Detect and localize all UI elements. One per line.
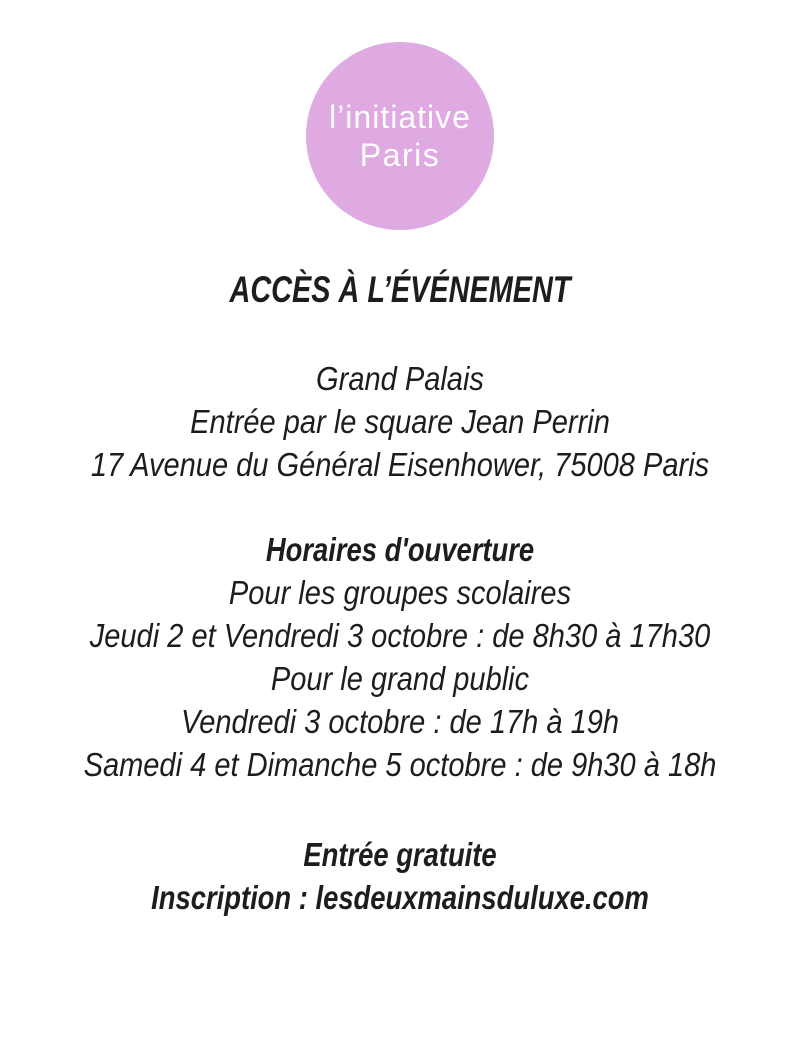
logo-circle bbox=[306, 42, 494, 230]
page-title: ACCÈS À L’ÉVÉNEMENT bbox=[229, 269, 571, 310]
logo-wordmark-initiative: l’initiative bbox=[329, 99, 471, 135]
event-flyer bbox=[0, 42, 800, 1042]
hours-audience-scolaires: Pour les groupes scolaires bbox=[228, 574, 572, 611]
venue-name: Grand Palais bbox=[316, 360, 484, 397]
registration-line: Inscription : lesdeuxmainsduluxe.com bbox=[151, 879, 649, 916]
free-entry-note: Entrée gratuite bbox=[303, 836, 497, 873]
hours-audience-public: Pour le grand public bbox=[270, 660, 530, 697]
venue-address: 17 Avenue du Général Eisenhower, 75008 Paris bbox=[90, 446, 710, 483]
hours-schedule-scolaires: Jeudi 2 et Vendredi 3 octobre : de 8h30 à 17h30 bbox=[89, 617, 711, 654]
hours-schedule-weekend: Samedi 4 et Dimanche 5 octobre : de 9h30 à 18h bbox=[83, 746, 717, 783]
hours-heading: Horaires d'ouverture bbox=[265, 531, 535, 568]
hours-schedule-vendredi: Vendredi 3 octobre : de 17h à 19h bbox=[180, 703, 620, 740]
venue-section bbox=[0, 357, 800, 486]
hours-section bbox=[0, 528, 800, 786]
logo-wordmark-paris: Paris bbox=[359, 137, 441, 173]
footer-section bbox=[0, 833, 800, 919]
venue-entrance: Entrée par le square Jean Perrin bbox=[190, 403, 610, 440]
